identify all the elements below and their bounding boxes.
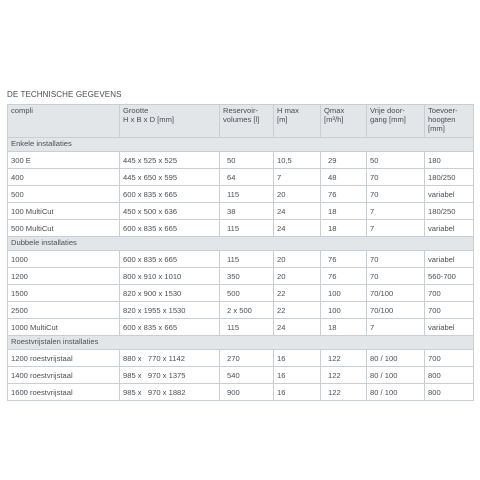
- table-cell: 80 / 100: [367, 350, 425, 367]
- table-cell: 600 x 835 x 665: [120, 220, 220, 237]
- table-cell: 2 x 500: [220, 302, 274, 319]
- column-header: compli: [8, 105, 120, 138]
- table-cell: 600 x 835 x 665: [120, 319, 220, 336]
- table-cell: 900: [220, 384, 274, 401]
- table-cell: 100: [321, 302, 367, 319]
- table-cell: 64: [220, 169, 274, 186]
- section-label: Enkele installaties: [8, 138, 474, 152]
- column-header: Vrije door- gang [mm]: [367, 105, 425, 138]
- table-cell: 100: [321, 285, 367, 302]
- column-header: Grootte H x B x D [mm]: [120, 105, 220, 138]
- table-cell: 880 x 770 x 1142: [120, 350, 220, 367]
- table-cell: 180/250: [425, 169, 474, 186]
- table-cell: 122: [321, 367, 367, 384]
- table-cell: 700: [425, 285, 474, 302]
- table-cell: 70/100: [367, 285, 425, 302]
- table-cell: 1500: [8, 285, 120, 302]
- table-cell: 560-700: [425, 268, 474, 285]
- table-cell: 180/250: [425, 203, 474, 220]
- table-cell: 50: [367, 152, 425, 169]
- table-cell: 16: [274, 367, 321, 384]
- table-cell: 10,5: [274, 152, 321, 169]
- table-row: [8, 152, 474, 169]
- table-cell: 50: [220, 152, 274, 169]
- table-cell: 24: [274, 220, 321, 237]
- table-cell: 1200 roestvrijstaal: [8, 350, 120, 367]
- table-row: [8, 251, 474, 268]
- table-cell: 18: [321, 220, 367, 237]
- table-cell: 100 MultiCut: [8, 203, 120, 220]
- table-cell: 70: [367, 169, 425, 186]
- table-cell: 800: [425, 367, 474, 384]
- table-cell: 7: [367, 319, 425, 336]
- column-header: Reservoir- volumes [l]: [220, 105, 274, 138]
- table-cell: 22: [274, 285, 321, 302]
- table-cell: 122: [321, 384, 367, 401]
- table-cell: 600 x 835 x 665: [120, 251, 220, 268]
- section-label: Dubbele installaties: [8, 237, 474, 251]
- table-cell: variabel: [425, 319, 474, 336]
- table-cell: variabel: [425, 251, 474, 268]
- table-cell: 445 x 525 x 525: [120, 152, 220, 169]
- table-cell: 80 / 100: [367, 367, 425, 384]
- table-row: [8, 169, 474, 186]
- table-cell: 76: [321, 251, 367, 268]
- table-cell: 1200: [8, 268, 120, 285]
- table-cell: 80 / 100: [367, 384, 425, 401]
- table-row: [8, 220, 474, 237]
- table-cell: 700: [425, 350, 474, 367]
- table-cell: 800 x 910 x 1010: [120, 268, 220, 285]
- section-header-row: [8, 336, 474, 350]
- table-cell: 820 x 900 x 1530: [120, 285, 220, 302]
- table-cell: 400: [8, 169, 120, 186]
- table-cell: 16: [274, 350, 321, 367]
- table-cell: 800: [425, 384, 474, 401]
- section-header-row: [8, 138, 474, 152]
- table-cell: 7: [274, 169, 321, 186]
- table-cell: 70: [367, 186, 425, 203]
- table-cell: 122: [321, 350, 367, 367]
- table-cell: 270: [220, 350, 274, 367]
- table-cell: 450 x 500 x 636: [120, 203, 220, 220]
- table-cell: 540: [220, 367, 274, 384]
- table-cell: 24: [274, 203, 321, 220]
- table-row: [8, 319, 474, 336]
- table-cell: 985 x 970 x 1882: [120, 384, 220, 401]
- table-row: [8, 203, 474, 220]
- table-cell: 24: [274, 319, 321, 336]
- section-header-row: [8, 237, 474, 251]
- table-cell: 18: [321, 203, 367, 220]
- table-row: [8, 350, 474, 367]
- table-cell: 70: [367, 251, 425, 268]
- table-cell: 76: [321, 186, 367, 203]
- table-cell: 1600 roestvrijstaal: [8, 384, 120, 401]
- table-cell: 20: [274, 251, 321, 268]
- table-cell: 115: [220, 220, 274, 237]
- table-cell: 700: [425, 302, 474, 319]
- table-row: [8, 186, 474, 203]
- table-body: [8, 138, 474, 401]
- table-cell: 38: [220, 203, 274, 220]
- table-cell: 70/100: [367, 302, 425, 319]
- table-cell: 1400 roestvrijstaal: [8, 367, 120, 384]
- table-cell: 500: [220, 285, 274, 302]
- table-title: DE TECHNISCHE GEGEVENS: [7, 90, 122, 99]
- table-cell: 2500: [8, 302, 120, 319]
- table-cell: 985 x 970 x 1375: [120, 367, 220, 384]
- table-cell: variabel: [425, 186, 474, 203]
- table-row: [8, 367, 474, 384]
- table-cell: 500 MultiCut: [8, 220, 120, 237]
- column-header: Toevoer- hoogten [mm]: [425, 105, 474, 138]
- table-cell: 70: [367, 268, 425, 285]
- table-cell: 29: [321, 152, 367, 169]
- table-cell: 76: [321, 268, 367, 285]
- technical-data-table: [7, 104, 474, 401]
- table-cell: 180: [425, 152, 474, 169]
- table-cell: 7: [367, 220, 425, 237]
- column-header: Qmax [m³/h]: [321, 105, 367, 138]
- table-cell: 115: [220, 251, 274, 268]
- table-cell: 300 E: [8, 152, 120, 169]
- table-cell: 445 x 650 x 595: [120, 169, 220, 186]
- table-cell: 20: [274, 186, 321, 203]
- table-cell: 115: [220, 186, 274, 203]
- table-cell: 820 x 1955 x 1530: [120, 302, 220, 319]
- table-cell: 350: [220, 268, 274, 285]
- column-header: H max [m]: [274, 105, 321, 138]
- section-label: Roestvrijstalen installaties: [8, 336, 474, 350]
- table-cell: 48: [321, 169, 367, 186]
- table-row: [8, 268, 474, 285]
- table-cell: 600 x 835 x 665: [120, 186, 220, 203]
- table-row: [8, 285, 474, 302]
- table-row: [8, 302, 474, 319]
- table-cell: 18: [321, 319, 367, 336]
- table-row: [8, 384, 474, 401]
- table-cell: 22: [274, 302, 321, 319]
- table-cell: 1000: [8, 251, 120, 268]
- table-cell: variabel: [425, 220, 474, 237]
- header-row: [8, 105, 474, 138]
- table-cell: 20: [274, 268, 321, 285]
- table-cell: 1000 MultiCut: [8, 319, 120, 336]
- table-cell: 500: [8, 186, 120, 203]
- table-cell: 7: [367, 203, 425, 220]
- table-cell: 16: [274, 384, 321, 401]
- table-cell: 115: [220, 319, 274, 336]
